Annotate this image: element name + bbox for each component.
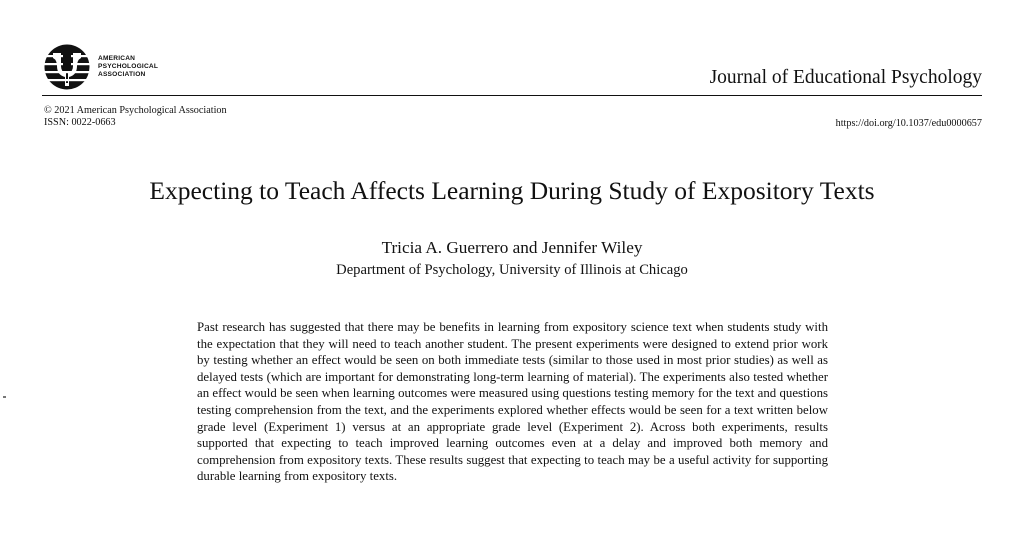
doi-link[interactable]: https://doi.org/10.1037/edu0000657 — [835, 118, 982, 129]
wordmark-line: AMERICAN — [98, 55, 136, 62]
wordmark-line: ASSOCIATION — [98, 70, 146, 78]
abstract-text: Past research has suggested that there may be benefits in learning from expository science text when students study with the expectation that they will need to teach another student. The present experiments were designed to extend prior work by testing whether an effect would be seen on both immediate tests (similar to those used in most prior studies) as well as delayed tests (which are important for demonstrating long-term learning of material). The experiments also tested whether an effect would be seen when learning outcomes were measured using questions testing memory for the text and questions testing comprehension from the text, and the experiments explored whether effects would be seen for a text written below grade level (Experiment 1) versus at an appropriate grade level (Experiment 2). Across both experiments, results supported that expecting to teach improved learning outcomes even at a delay and improved both memory and comprehension from expository texts. These results suggest that expecting to teach may be a useful activity for supporting durable learning from expository texts. — [197, 320, 828, 484]
copyright-block — [44, 105, 227, 128]
issn: ISSN: 0022-0663 — [44, 116, 116, 128]
apa-logo-icon — [44, 44, 90, 90]
author-affiliation: Department of Psychology, University of Illinois at Chicago — [336, 262, 688, 278]
margin-mark — [3, 396, 6, 398]
copyright-notice: © 2021 American Psychological Association — [44, 105, 227, 116]
header-rule — [42, 95, 982, 96]
article-title: Expecting to Teach Affects Learning During Study of Expository Texts — [149, 176, 875, 205]
apa-wordmark — [98, 55, 158, 78]
journal-name: Journal of Educational Psychology — [709, 67, 982, 88]
article-authors: Tricia A. Guerrero and Jennifer Wiley — [381, 238, 643, 257]
wordmark-line: PSYCHOLOGICAL — [98, 62, 159, 70]
